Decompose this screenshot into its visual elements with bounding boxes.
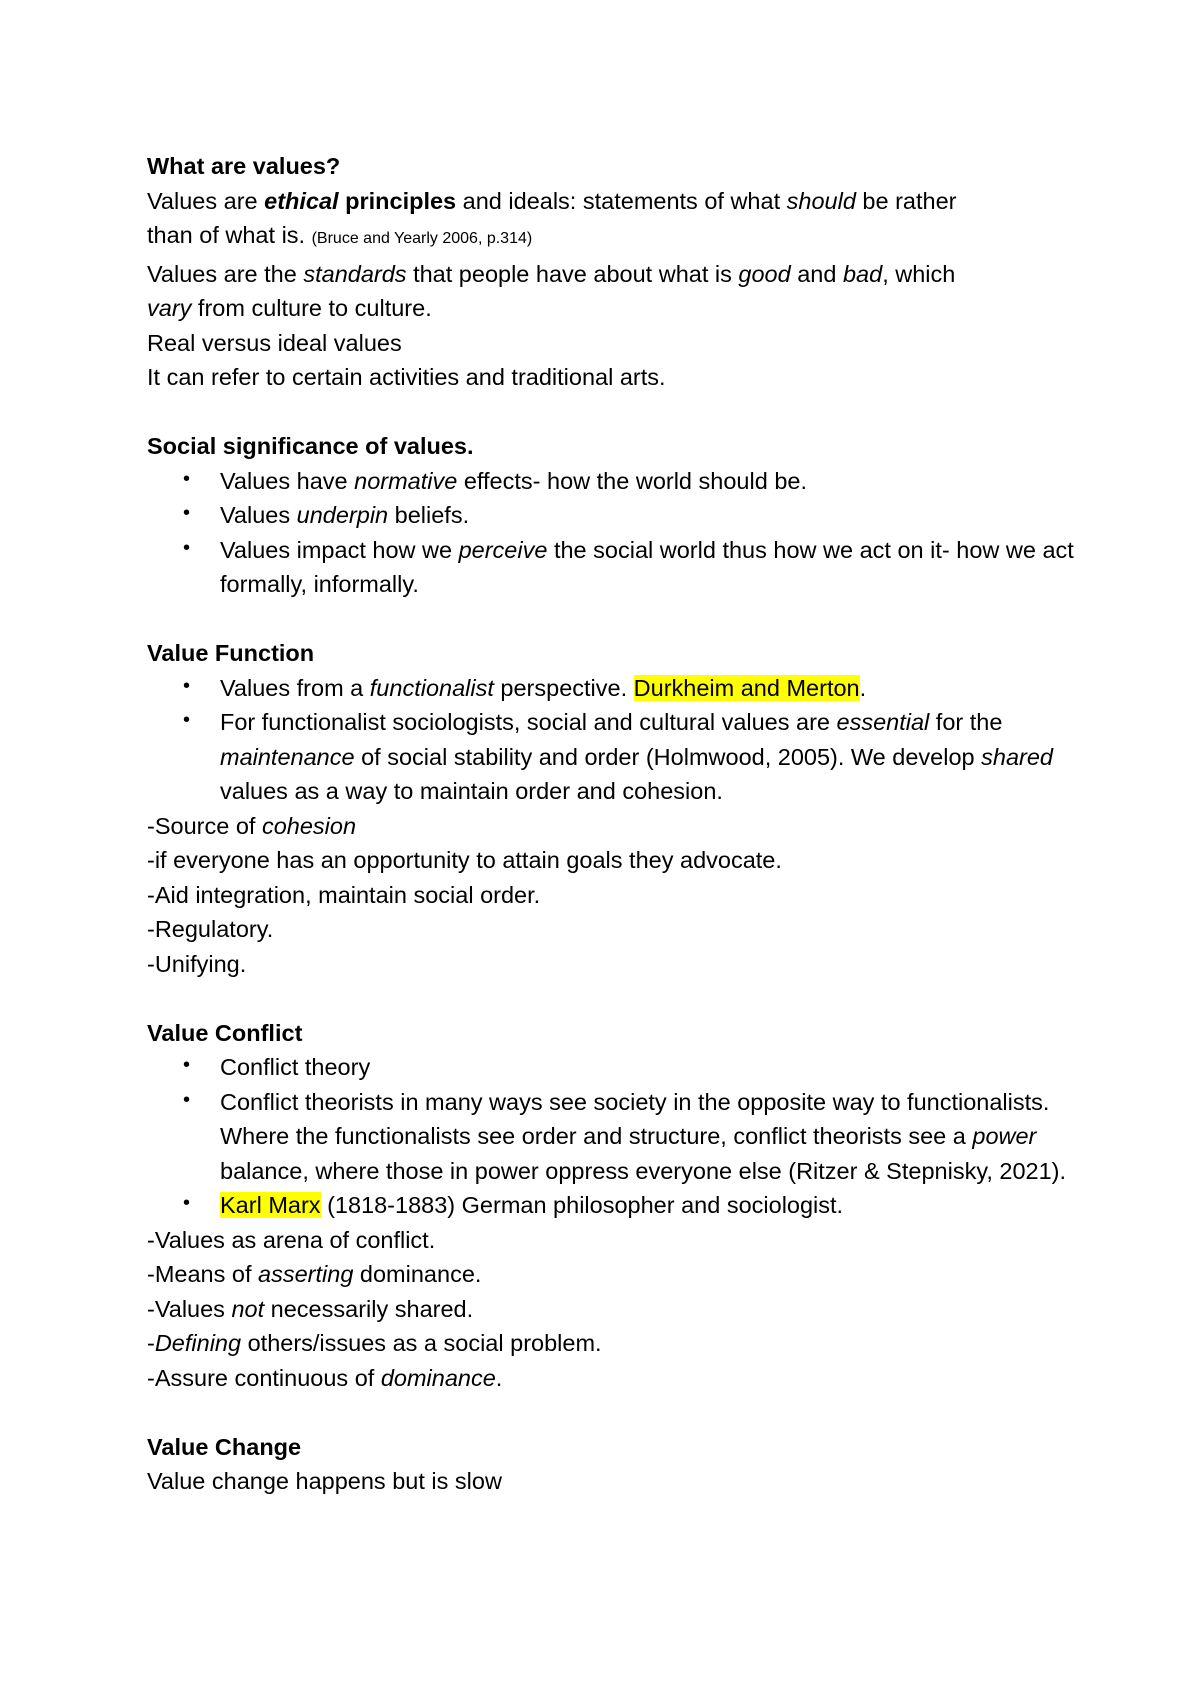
- bullet-list: [147, 464, 1077, 602]
- bullet-icon: •: [183, 1088, 191, 1111]
- bullet-list: [147, 671, 1077, 809]
- paragraph: It can refer to certain activities and traditional arts.: [147, 364, 666, 390]
- bullet-icon: •: [183, 467, 191, 490]
- list-item: • Values have normative effects- how the world should be.: [147, 464, 1077, 499]
- heading-value-conflict: Value Conflict: [147, 1019, 303, 1046]
- list-item: • Values from a functionalist perspective. Durkheim and Merton.: [147, 671, 1077, 706]
- list-item: • For functionalist sociologists, social and cultural values are essential for the maintenance of social stability and order (Holmwood, 2005). We develop shared values as a way to maintain order and cohesion.: [147, 705, 1077, 809]
- paragraph: than of what is. (Bruce and Yearly 2006, p.314): [147, 222, 533, 248]
- list-item: • Values underpin beliefs.: [147, 498, 1077, 533]
- paragraph: Value change happens but is slow: [147, 1468, 502, 1494]
- bullet-icon: •: [183, 502, 191, 524]
- paragraph: Values are ethical principles and ideals: statements of what should be rather: [147, 187, 957, 214]
- heading-social-significance: Social significance of values.: [147, 433, 474, 459]
- paragraph: -Means of asserting dominance.: [147, 1261, 482, 1287]
- document-body: [147, 149, 1077, 1499]
- paragraph: -Aid integration, maintain social order.: [147, 881, 541, 908]
- bullet-icon: •: [183, 536, 191, 559]
- paragraph: Real versus ideal values: [147, 329, 402, 356]
- list-item: • Values impact how we perceive the social world thus how we act on it- how we act formally, informally.: [147, 533, 1077, 602]
- paragraph: -Unifying.: [147, 950, 247, 977]
- paragraph: -Source of cohesion: [147, 812, 357, 839]
- highlighted-text: Durkheim and Merton: [633, 674, 860, 701]
- bullet-icon: •: [183, 674, 191, 697]
- citation: (Bruce and Yearly 2006, p.314): [311, 230, 533, 247]
- paragraph: -Regulatory.: [147, 916, 274, 942]
- paragraph: -Assure continuous of dominance.: [147, 1364, 503, 1391]
- list-item: • Conflict theorists in many ways see society in the opposite way to functionalists. Where the functionalists see order and structure, conflict theorists see a power balance, where those in power oppress everyone else (Ritzer & Stepnisky, 2021).: [147, 1085, 1077, 1189]
- bullet-icon: •: [183, 709, 191, 731]
- bullet-icon: •: [183, 1054, 191, 1076]
- paragraph: Values are the standards that people have about what is good and bad, which: [147, 260, 956, 287]
- highlighted-text: Karl Marx: [220, 1192, 321, 1218]
- bullet-icon: •: [183, 1192, 191, 1214]
- heading-what-are-values: What are values?: [147, 153, 341, 179]
- heading-value-change: Value Change: [147, 1433, 302, 1460]
- list-item: • Conflict theory: [147, 1050, 1077, 1085]
- paragraph: -Values as arena of conflict.: [147, 1226, 436, 1253]
- paragraph: -Defining others/issues as a social problem.: [147, 1330, 602, 1356]
- bullet-list: [147, 1050, 1077, 1223]
- paragraph: -if everyone has an opportunity to attain goals they advocate.: [147, 847, 782, 873]
- heading-value-function: Value Function: [147, 640, 315, 666]
- list-item: • Karl Marx (1818-1883) German philosopher and sociologist.: [147, 1188, 1077, 1223]
- paragraph: vary from culture to culture.: [147, 295, 432, 321]
- paragraph: -Values not necessarily shared.: [147, 1295, 474, 1322]
